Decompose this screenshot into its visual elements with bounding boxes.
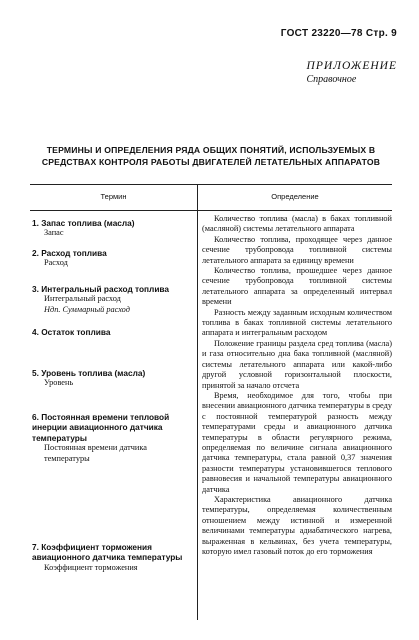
definition-3: Количество топлива, прошедшее через данное сечение трубопровода топливной системы летательного аппарата за определенный интервал времени bbox=[202, 266, 392, 307]
table-column-divider bbox=[197, 184, 198, 620]
definitions-column bbox=[202, 214, 392, 557]
appendix-label: ПРИЛОЖЕНИЕ bbox=[306, 60, 397, 72]
term-5: 5. Уровень топлива (масла) Уровень bbox=[32, 368, 146, 388]
term-4: 4. Остаток топлива bbox=[32, 327, 111, 337]
term-6: 6. Постоянная времени тепловой инерции авиационного датчика температуры Постоянная времени датчика температуры bbox=[32, 412, 170, 463]
definition-2: Количество топлива, проходящее через данное сечение трубопровода топливной системы летательного аппарата за единицу времени bbox=[202, 234, 392, 265]
page-header: ГОСТ 23220—78 Стр. 9 bbox=[280, 28, 397, 39]
definition-4: Разность между заданным исходным количеством топлива в баках топливной системы летательного аппарата и интегральным расходом bbox=[202, 307, 392, 338]
column-header-definition: Определение bbox=[271, 192, 319, 201]
definition-6: Время, необходимое для того, чтобы при внесении авиационного датчика температуры в среду с постоянной температурой разность между температурами среды и авиационного датчика температуры в области регулярного режима, определяемая по величине сигнала авиационного датчика температуры, стала равной 0,37 значения разности температуры установившегося теплового равновесия и начальной температуры авиационного датчика bbox=[202, 390, 392, 494]
column-header-term: Термин bbox=[100, 192, 127, 201]
section-title: ТЕРМИНЫ И ОПРЕДЕЛЕНИЯ РЯДА ОБЩИХ ПОНЯТИЙ, ИСПОЛЬЗУЕМЫХ В СРЕДСТВАХ КОНТРОЛЯ РАБОТЫ ДВИГАТЕЛЕЙ ЛЕТАТЕЛЬНЫХ АППАРАТОВ bbox=[41, 145, 381, 167]
definition-1: Количество топлива (масла) в баках топливной (масляной) системы летательного аппарата bbox=[202, 214, 392, 234]
term-2: 2. Расход топлива Расход bbox=[32, 248, 107, 268]
term-1: 1. Запас топлива (масла) Запас bbox=[32, 218, 135, 238]
term-3: 3. Интегральный расход топлива Интегральный расход Ндп. Суммарный расход bbox=[32, 284, 170, 314]
table-header-rule bbox=[30, 210, 392, 211]
definition-5: Положение границы раздела сред топлива (масла) и газа относительно дна бака топливной (масляной) системы летательного аппарата или какой-либо другой условной горизонтальной плоскости, принятой за начало отсчета bbox=[202, 338, 392, 390]
terms-table bbox=[30, 184, 392, 620]
appendix-block bbox=[307, 60, 397, 85]
term-7: 7. Коэффициент торможения авиационного датчика температуры Коэффициент торможения bbox=[32, 542, 183, 572]
appendix-type: Справочное bbox=[306, 74, 357, 85]
definition-7: Характеристика авиационного датчика температуры, определяемая количественным отношением между истинной и измеренной величинами температуры адиабатического нагрева, выраженная в кельвинах, без учета температуры, которую имел газовый поток до его торможения bbox=[202, 494, 392, 556]
